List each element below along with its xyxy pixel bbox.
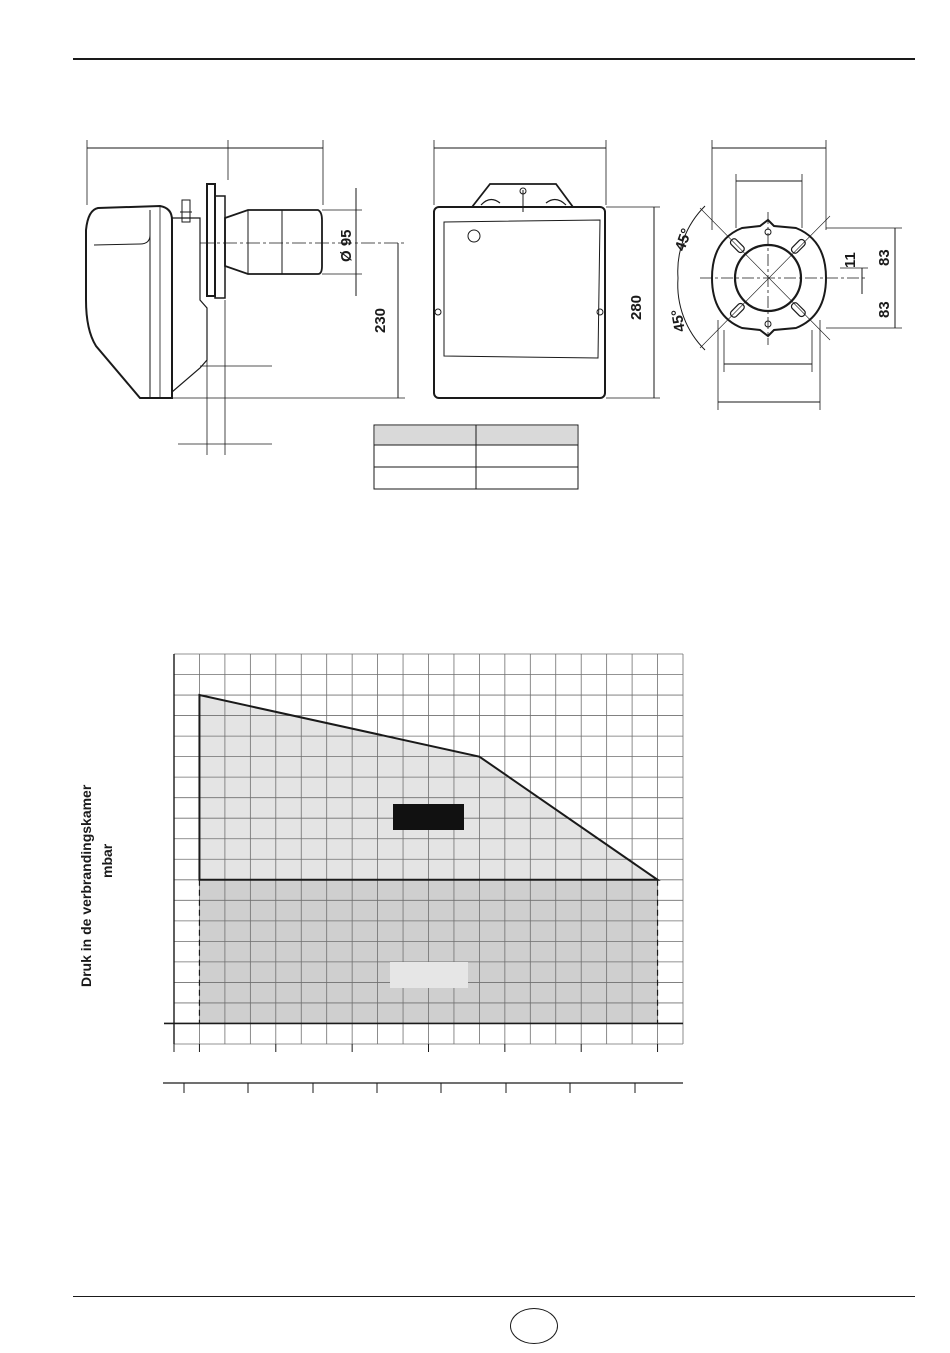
height-left-label: 230 [372, 307, 389, 333]
nozzle-diameter-label: Ø 95 [338, 229, 355, 262]
angle-bottom-label: 45° [668, 307, 689, 334]
page-number-badge [510, 1308, 558, 1344]
height-front-label: 280 [628, 294, 645, 320]
start-zone-label-block [390, 962, 468, 988]
flange-upper-label: 83 [876, 249, 893, 266]
flange-lower-label: 83 [876, 301, 893, 318]
flange-offset-label: 11 [842, 252, 859, 268]
y-axis-unit: mbar [99, 843, 115, 878]
angle-top-label: 45° [671, 226, 696, 254]
y-axis-label: Druk in de verbrandingskamer [78, 784, 94, 987]
footer-rule [73, 1296, 915, 1297]
operating-zone-label-block [393, 804, 464, 830]
